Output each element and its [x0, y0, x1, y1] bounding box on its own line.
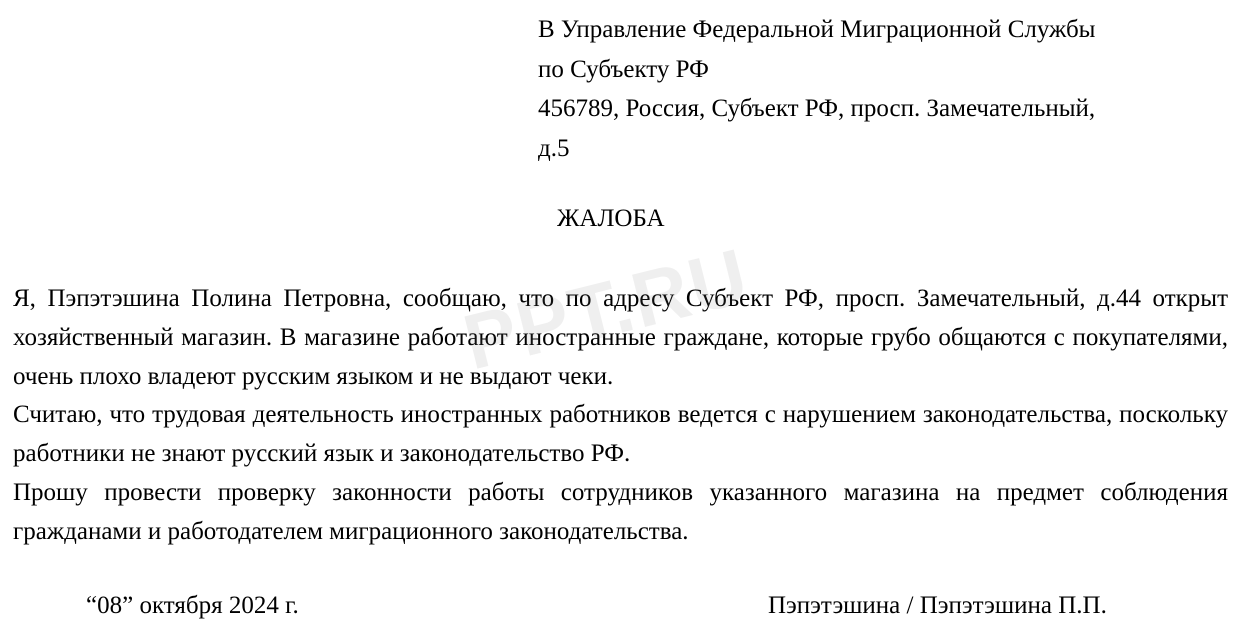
addressee-line: по Субъекту РФ	[538, 55, 709, 83]
document-title: ЖАЛОБА	[557, 205, 665, 232]
body-paragraph: Прошу провести проверку законности работы сотрудников указанного магазина на предмет соблюдения гражданами и работодателем миграционного законодательства.	[13, 478, 1228, 545]
watermark: PPT.RU	[455, 230, 758, 387]
complaint-body	[13, 280, 1228, 552]
addressee-line: 456789, Россия, Субъект РФ, просп. Замечательный,	[538, 95, 1096, 122]
addressee-block	[538, 10, 1228, 168]
body-paragraph: Считаю, что трудовая деятельность иностранных работников ведется с нарушением законодательства, поскольку работники не знают русский язык и законодательство РФ.	[13, 401, 1228, 468]
addressee-line: В Управление Федеральной Миграционной Службы	[538, 16, 1096, 43]
signature-line: Пэпэтэшина / Пэпэтэшина П.П.	[768, 592, 1107, 619]
document-date: “08” октября 2024 г.	[86, 592, 299, 619]
body-paragraph: Я, Пэпэтэшина Полина Петровна, сообщаю, что по адресу Субъект РФ, просп. Замечательный, д.44 открыт хозяйственный магазин. В магазине работают иностранные граждане, которые грубо общаются с покупателями, очень плохо владеют русским языком и не выдают чеки.	[13, 285, 1228, 390]
addressee-line: д.5	[538, 134, 570, 162]
